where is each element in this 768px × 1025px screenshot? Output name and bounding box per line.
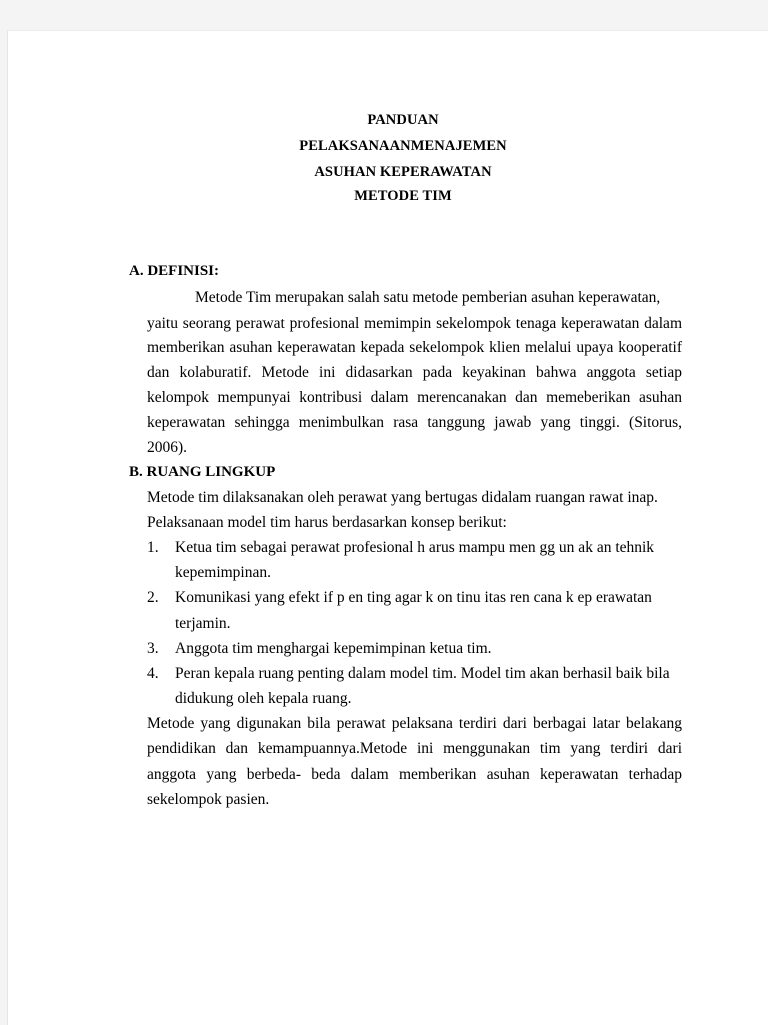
section-b-intro-line-1: Metode tim dilaksanakan oleh perawat yang bertugas didalam ruangan rawat inap. — [147, 489, 658, 506]
list-item-text: Anggota tim menghargai kepemimpinan ketua tim. — [175, 640, 492, 657]
title-line-3: ASUHAN KEPERAWATAN — [314, 164, 492, 180]
list-item-text: Peran kepala ruang penting dalam model tim. Model tim akan berhasil baik bila — [175, 665, 670, 682]
section-b-closing-line-2: pendidikan dan kemampuannya.Metode ini menggunakan tim yang terdiri dari — [147, 740, 682, 757]
list-item-number: 1. — [147, 539, 159, 556]
section-b-closing-line-3: anggota yang berbeda- beda dalam memberikan asuhan keperawatan terhadap — [147, 766, 682, 783]
section-b-intro-line-2: Pelaksanaan model tim harus berdasarkan konsep berikut: — [147, 514, 507, 531]
list-item-continuation: kepemimpinan. — [175, 564, 271, 581]
document-page — [7, 30, 768, 1025]
list-item-number: 4. — [147, 665, 159, 682]
list-item-number: 3. — [147, 640, 159, 657]
section-a-line-3: memberikan asuhan keperawatan kepada sekelompok klien melalui upaya kooperatif — [147, 339, 682, 356]
section-b-closing-line-1: Metode yang digunakan bila perawat pelaksana terdiri dari berbagai latar belakang — [147, 715, 682, 732]
section-a-line-4: dan kolaburatif. Metode ini didasarkan pada keyakinan bahwa anggota setiap — [147, 364, 682, 381]
section-b-heading: B. RUANG LINGKUP — [129, 464, 276, 480]
title-line-4: METODE TIM — [354, 188, 452, 204]
list-item-continuation: didukung oleh kepala ruang. — [175, 690, 352, 707]
section-b-closing-line-4: sekelompok pasien. — [147, 791, 270, 808]
section-a-line-1: Metode Tim merupakan salah satu metode pemberian asuhan keperawatan, — [195, 289, 661, 306]
section-a-line-5: kelompok mempunyai kontribusi dalam merencanakan dan memeberikan asuhan — [147, 389, 682, 406]
title-line-2: PELAKSANAANMENAJEMEN — [299, 138, 507, 154]
list-item-text: Ketua tim sebagai perawat profesional h arus mampu men gg un ak an tehnik — [175, 539, 655, 556]
section-a-heading: A. DEFINISI: — [129, 263, 220, 279]
list-item-number: 2. — [147, 589, 159, 606]
section-a-line-2: yaitu seorang perawat profesional memimpin sekelompok tenaga keperawatan dalam — [147, 315, 682, 332]
section-a-line-7: 2006). — [147, 439, 188, 456]
list-item-continuation: terjamin. — [175, 615, 231, 632]
title-line-1: PANDUAN — [367, 112, 439, 128]
list-item-text: Komunikasi yang efekt if p en ting agar k on tinu itas ren cana k ep erawatan — [175, 589, 652, 606]
section-a-line-6: keperawatan sehingga menimbulkan rasa tanggung jawab yang tinggi. (Sitorus, — [147, 414, 682, 431]
